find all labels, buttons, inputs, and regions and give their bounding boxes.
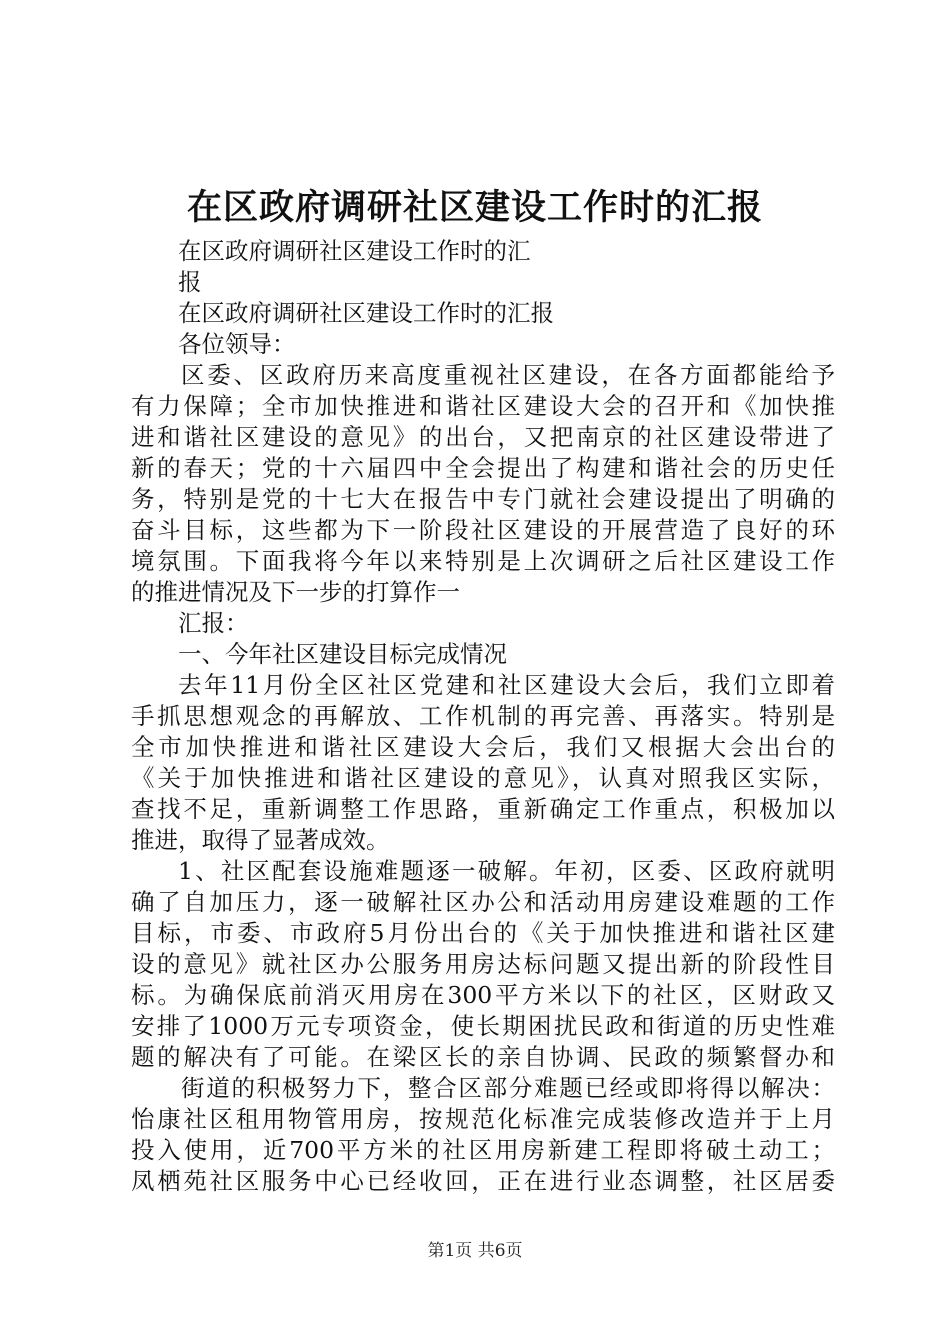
body-line: 投入使用，近700平方米的社区用房新建工程即将破土动工； (131, 1136, 835, 1164)
body-line: 1、社区配套设施难题逐一破解。年初，区委、区政府就明 (178, 857, 835, 885)
body-line: 区委、区政府历来高度重视社区建设，在各方面都能给予 (181, 361, 835, 389)
body-line: 标。为确保底前消灭用房在300平方米以下的社区，区财政又 (131, 981, 835, 1009)
body-line: 各位领导： (178, 330, 296, 358)
body-line: 报 (178, 268, 202, 296)
body-line: 推进，取得了显著成效。 (131, 826, 390, 854)
body-line: 街道的积极努力下，整合区部分难题已经或即将得以解决： (181, 1074, 835, 1102)
body-line: 全市加快推进和谐社区建设大会后，我们又根据大会出台的 (131, 733, 835, 761)
body-line: 手抓思想观念的再解放、工作机制的再完善、再落实。特别是 (131, 702, 835, 730)
body-line: 境氛围。下面我将今年以来特别是上次调研之后社区建设工作 (131, 547, 835, 575)
body-line: 有力保障；全市加快推进和谐社区建设大会的召开和《加快推 (131, 392, 835, 420)
section-heading: 一、今年社区建设目标完成情况 (178, 640, 507, 668)
page-footer: 第1页 共6页 (427, 1241, 523, 1261)
body-line: 《关于加快推进和谐社区建设的意见》，认真对照我区实际， (131, 764, 835, 792)
body-line: 安排了1000万元专项资金，使长期困扰民政和街道的历史性难 (131, 1012, 835, 1040)
body-line: 凤栖苑社区服务中心已经收回，正在进行业态调整，社区居委 (131, 1167, 835, 1195)
document-title: 在区政府调研社区建设工作时的汇报 (186, 187, 763, 228)
body-line: 设的意见》就社区办公服务用房达标问题又提出新的阶段性目 (131, 950, 835, 978)
body-line: 在区政府调研社区建设工作时的汇 (178, 237, 531, 265)
body-line: 怡康社区租用物管用房，按规范化标准完成装修改造并于上月 (131, 1105, 835, 1133)
body-line: 确了自加压力，逐一破解社区办公和活动用房建设难题的工作 (131, 888, 835, 916)
document-body (131, 236, 835, 1197)
body-line: 奋斗目标，这些都为下一阶段社区建设的开展营造了良好的环 (131, 516, 835, 544)
body-line: 查找不足，重新调整工作思路，重新确定工作重点，积极加以 (131, 795, 835, 823)
body-line: 进和谐社区建设的意见》的出台，又把南京的社区建设带进了 (131, 423, 835, 451)
body-line: 务，特别是党的十七大在报告中专门就社会建设提出了明确的 (131, 485, 835, 513)
body-line: 去年11月份全区社区党建和社区建设大会后，我们立即着 (178, 671, 835, 699)
body-line: 在区政府调研社区建设工作时的汇报 (178, 299, 554, 327)
body-line: 的推进情况及下一步的打算作一 (131, 578, 460, 606)
body-line: 目标，市委、市政府5月份出台的《关于加快推进和谐社区建 (131, 919, 835, 947)
body-line: 汇报： (178, 609, 249, 637)
body-line: 题的解决有了可能。在梁区长的亲自协调、民政的频繁督办和 (131, 1043, 835, 1071)
body-line: 新的春天；党的十六届四中全会提出了构建和谐社会的历史任 (131, 454, 835, 482)
